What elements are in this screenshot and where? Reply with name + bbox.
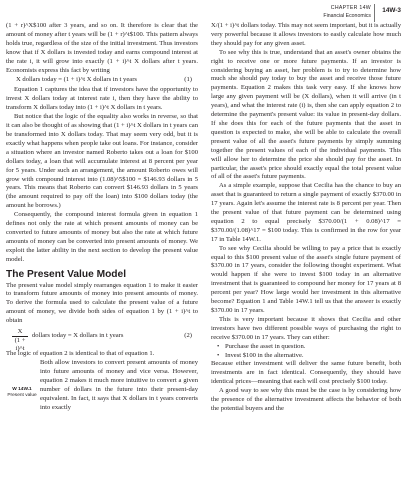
- page-number: 14W-3: [382, 7, 401, 14]
- equation-2-body: dollars today = X dollars in t years: [32, 332, 124, 340]
- equation-2-number: (2): [184, 332, 192, 340]
- chapter-label: CHAPTER 14W: [330, 5, 371, 11]
- margin-note: [6, 387, 38, 399]
- paragraph: Equation 1 captures the idea that if investors have the opportunity to invest X dollars today at interest rate i, then they have the ability to transform X dollars today into (1 + i)^t X dollars in t years.: [6, 86, 198, 112]
- fraction-denominator: (1 + i)^t: [14, 337, 26, 353]
- paragraph: As a simple example, suppose that Cecilia has the chance to buy an asset that is guaranteed to return a single payment of exactly $370.00 in 17 years. Again let's assume the interest rate is 8 percent per year. Then the present value of that future payment can be determined using equation 2 to equal precisely $370.00/(1 + 0.08)^17 = $370.00/(1.08)^17 = $100 today. This is confirmed in the row for year 17 in Table 14W.1.: [211, 182, 401, 243]
- paragraph: X/(1 + i)^t dollars today. This may not seem important, but it is actually very powerful because it allows investors to easily calculate how much they should pay for any given asset.: [211, 22, 401, 47]
- paragraph: A good way to see why this must be the case is by considering how the presence of the alternative investment affects the behavior of both the potential buyers and the: [211, 387, 401, 412]
- header-divider: [374, 4, 375, 22]
- paragraph: To see why Cecilia should be willing to pay a price that is exactly equal to this $100 present value of the asset's single future payment of $370.00 in 17 years, consider the following thought experiment. What would happen if she were to invest $100 today in an alternative investment that is guaranteed to compound her money for 17 years at 8 percent per year? How large would her investment in this alternative become? Equation 1 and Table 14W.1 tell us that the answer is exactly $370.00 in 17 years.: [211, 244, 401, 314]
- list-item: • Purchase the asset in question.: [225, 343, 401, 352]
- paragraph: The present value model simply rearranges equation 1 to make it easier to transform future amounts of money into present amounts of money. To derive the formula used to calculate the present value of a future amount of money, we divide both sides of equation 1 by (1 + i)^t to obtain: [6, 281, 198, 325]
- equation-1-body: X dollars today = (1 + i)^t X dollars in t years: [16, 76, 137, 84]
- paragraph: The logic of equation 2 is identical to that of equation 1.: [6, 350, 155, 358]
- list-item: • Invest $100 in the alternative.: [225, 352, 401, 361]
- paragraph: Because either investment will deliver the same future benefit, both investments are in fact identical. Consequently, they should have identical prices—meaning that each will cost precisely $100 today.: [211, 360, 401, 386]
- paragraph: This is very important because it shows that Cecilia and other investors have two different possible ways of purchasing the right to receive $370.00 in 17 years. They can either:: [211, 315, 401, 341]
- paragraph: Both allow investors to convert present amounts of money into future amounts of money and vice versa. However, equation 2 makes it much more intuitive to convert a given number of dollars in the future into their present-day equivalent. In fact, it says that X dollars in t years converts into exactly: [40, 359, 198, 411]
- right-column: [211, 22, 401, 414]
- bullet-list: [211, 343, 401, 361]
- equation-1-number: (1): [184, 76, 192, 84]
- margin-note-wrap: [6, 359, 198, 412]
- paragraph: (1 + r)^X$100 after 3 years, and so on. It therefore is clear that the amount of money after t years will be (1 + r)^t$100. This pattern always holds true, regardless of the size of the initial investment. Thus investors know that if X dollars is invested today and earns compound interest at the rate i, it will grow into exactly (1 + i)^t X dollars after t years. Economists express this fact by writing: [6, 22, 198, 74]
- left-column: [6, 22, 198, 412]
- chapter-subtitle: Financial Economics: [323, 13, 371, 19]
- equation-1: [6, 76, 198, 85]
- margin-tag[interactable]: W 14W.1: [12, 387, 32, 392]
- equation-2: [6, 328, 198, 353]
- fraction-numerator: X: [12, 328, 28, 337]
- margin-label: Present value: [7, 393, 37, 398]
- equation-2-fraction: [12, 328, 28, 353]
- running-header: [0, 4, 407, 18]
- paragraph: But notice that the logic of the equality also works in reverse, so that it can also be thought of as showing that (1 + i)^t X dollars in t years can be transformed into X dollars today. That may seem very odd, but it is exactly what happens when people take out loans. For instance, consider a situation where an investor named Roberto takes out a loan for $100 dollars today, a loan that will accumulate interest at 8 percent per year for 5 years. Under such an arrangement, the amount Roberto owes will grow with compound interest into (1.08)^5$100 = $146.93 dollars in 5 years. This means that Roberto can convert $146.93 dollars in 5 years (the amount required to pay off the loan) into $100 dollars today (the amount he borrows.): [6, 113, 198, 210]
- paragraph: To see why this is true, understand that an asset's owner obtains the right to receive one or more future payments. If an investor is considering buying an asset, her problem is to try to determine how much she should pay today to buy the asset and receive those future payments. Equation 2 makes this task very easy. If she knows how large any given payment will be (X dollars), when it will arrive (in t years), and what the interest rate (i) is, then she can apply equation 2 to determine the payment's present value: its value in present-day dollars. If she does this for each of the future payments that the asset in question is expected to make, she will be able to calculate the overall present value of all the asset's future payments by simply summing together the present values of each of the individual payments. This will allow her to determine the price she should pay for the asset. In particular, the asset's price should exactly equal the total present value of all of the asset's future payments.: [211, 48, 401, 181]
- section-title: The Present Value Model: [6, 268, 127, 280]
- paragraph: Consequently, the compound interest formula given in equation 1 defines not only the rate at which present amounts of money can be converted to future amounts of money but also the rate at which future amounts of money can be converted into present amounts of money. We exploit the latter ability in the next section to develop the present value model.: [6, 211, 198, 263]
